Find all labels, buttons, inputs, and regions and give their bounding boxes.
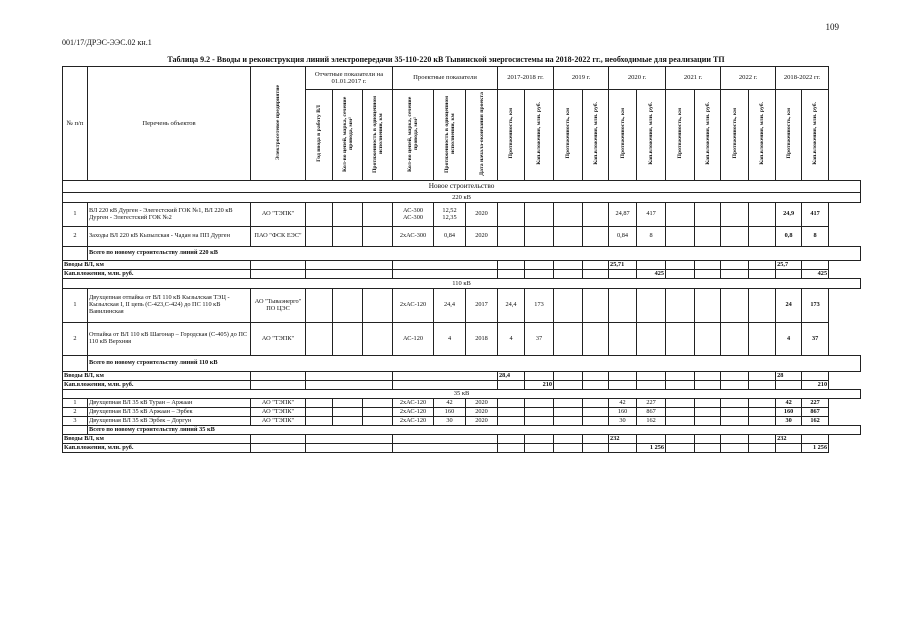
row-len-total: 4 [776, 323, 802, 356]
sub-mark: Кол-во цепей, марка, сечение провода, мм² [333, 90, 363, 181]
inputs-label: Вводы ВЛ, км [63, 435, 251, 444]
capex-label: Кап.вложения, млн. руб. [63, 381, 251, 390]
subsection-title: 35 кВ [63, 390, 861, 399]
capex-1718: 210 [525, 381, 554, 390]
inputs-total: 232 [776, 435, 802, 444]
sub-length-design: Протяженность в одноцепном исполнении, км [434, 90, 466, 181]
row-cap-total: 417 [802, 203, 829, 227]
row-cap-total: 867 [802, 408, 829, 417]
row-name: Заходы ВЛ 220 кВ Кызылская - Чадан на ПП Дурген [88, 227, 251, 247]
sub-cap-2020: Кап.вложения, млн. руб. [637, 90, 666, 181]
row-mark: АС-300 АС-300 [393, 203, 434, 227]
sub-len-2022: Протяженность, км [721, 90, 749, 181]
row-date: 2020 [466, 227, 498, 247]
row-name: Отпайка от ВЛ 110 кВ Шагонар – Городская (С-405) до ПС 110 кВ Верхняя [88, 323, 251, 356]
capex-total: 425 [802, 270, 829, 279]
row-len-total: 160 [776, 408, 802, 417]
row-mark: 2хАС-120 [393, 408, 434, 417]
sub-cap-1718: Кап.вложения, млн. руб. [525, 90, 554, 181]
row-len-1718: 4 [498, 323, 525, 356]
capex-row [63, 270, 861, 279]
row-len-2020: 30 [609, 417, 637, 426]
row-cap-2020: 8 [637, 227, 666, 247]
row-cap-1718: 173 [525, 289, 554, 323]
capex-2020: 1 256 [637, 444, 666, 453]
header-2022: 2022 г. [721, 67, 776, 90]
row-num: 2 [63, 323, 88, 356]
sub-date: Дата начала-окончания проекта [466, 90, 498, 181]
total-label: Всего по новому строительству линий 110 кВ [88, 356, 861, 372]
total-row [63, 426, 861, 435]
row-length: 12,52 12,35 [434, 203, 466, 227]
header-design: Проектные показатели [393, 67, 498, 90]
capex-label: Кап.вложения, млн. руб. [63, 444, 251, 453]
table-row [63, 323, 861, 356]
row-mark: АС-120 [393, 323, 434, 356]
row-num: 1 [63, 289, 88, 323]
row-enterprise: АО "Тываэнерго" ПО ЦЭС [251, 289, 306, 323]
section-title: Новое строительство [63, 181, 861, 193]
table-row [63, 203, 861, 227]
subsection-110 [63, 279, 861, 289]
row-enterprise: АО "ТЭПК" [251, 417, 306, 426]
sub-mark-design: Кол-во цепей, марка, сечение провода, мм² [393, 90, 434, 181]
subsection-title: 110 кВ [63, 279, 861, 289]
row-len-total: 24,9 [776, 203, 802, 227]
total-label: Всего по новому строительству линий 35 кВ [88, 426, 861, 435]
header-2020: 2020 г. [609, 67, 666, 90]
row-len-total: 30 [776, 417, 802, 426]
inputs-label: Вводы ВЛ, км [63, 372, 251, 381]
row-name: Двухцепная ВЛ 35 кВ Аржаан – Эрбек [88, 408, 251, 417]
header-object-list: Перечень объектов [88, 67, 251, 181]
row-length: 160 [434, 408, 466, 417]
row-cap-total: 173 [802, 289, 829, 323]
row-date: 2017 [466, 289, 498, 323]
row-length: 4 [434, 323, 466, 356]
row-len-2020: 0,84 [609, 227, 637, 247]
sub-cap-2019: Кап.вложения, млн. руб. [583, 90, 609, 181]
row-date: 2020 [466, 408, 498, 417]
row-cap-2020: 417 [637, 203, 666, 227]
inputs-2020: 232 [609, 435, 637, 444]
row-date: 2018 [466, 323, 498, 356]
capex-row [63, 444, 861, 453]
row-num: 1 [63, 399, 88, 408]
row-len-total: 24 [776, 289, 802, 323]
header-2021: 2021 г. [666, 67, 721, 90]
subsection-title: 220 кВ [63, 193, 861, 203]
header-enterprise: Электросетевое предприятие [251, 67, 306, 181]
header-2018-2022: 2018-2022 гг. [776, 67, 829, 90]
row-name: ВЛ 220 кВ Дурген - Элегестский ГОК №1, ВЛ 220 кВ Дурген - Элегестский ГОК №2 [88, 203, 251, 227]
total-row [63, 247, 861, 261]
row-len-total: 42 [776, 399, 802, 408]
inputs-label: Вводы ВЛ, км [63, 261, 251, 270]
row-num: 2 [63, 227, 88, 247]
row-mark: 2хАС-120 [393, 289, 434, 323]
row-name: Двухцепная ВЛ 35 кВ Эрбек – Доргун [88, 417, 251, 426]
header-row-1 [63, 67, 861, 90]
capex-2020: 425 [637, 270, 666, 279]
row-len-1718: 24,4 [498, 289, 525, 323]
table-row [63, 417, 861, 426]
row-length: 24,4 [434, 289, 466, 323]
sub-cap-2022: Кап.вложения, млн. руб. [749, 90, 776, 181]
row-mark: 2хАС-300 [393, 227, 434, 247]
row-enterprise: АО "ТЭПК" [251, 399, 306, 408]
subsection-35 [63, 390, 861, 399]
sub-length: Протяженность в одноцепном исполнении, км [363, 90, 393, 181]
row-len-total: 0,8 [776, 227, 802, 247]
row-length: 30 [434, 417, 466, 426]
row-num: 1 [63, 203, 88, 227]
row-date: 2020 [466, 417, 498, 426]
inputs-total: 25,7 [776, 261, 802, 270]
row-cap-2020: 162 [637, 417, 666, 426]
row-enterprise: АО "ТЭПК" [251, 408, 306, 417]
capex-total: 210 [802, 381, 829, 390]
row-name: Двухцепная отпайка от ВЛ 110 кВ Кызылская ТЭЦ - Кызылская I, II цепь (С-423,С-424) до ПС 110 кВ Вавилинская [88, 289, 251, 323]
row-mark: 2хАС-120 [393, 399, 434, 408]
table-row [63, 408, 861, 417]
sub-len-2020: Протяженность, км [609, 90, 637, 181]
row-len-2020: 160 [609, 408, 637, 417]
header-num: № п/п [63, 67, 88, 181]
section-new-construction [63, 181, 861, 193]
investment-table [62, 66, 861, 453]
sub-year: Год ввода в работу ВЛ [306, 90, 333, 181]
row-enterprise: АО "ТЭПК" [251, 203, 306, 227]
row-length: 42 [434, 399, 466, 408]
document-code: 001/17/ДРЭС-ЭЭС.02 кн.1 [62, 38, 152, 47]
inputs-row [63, 261, 861, 270]
row-cap-total: 8 [802, 227, 829, 247]
sub-len-2021: Протяженность, км [666, 90, 695, 181]
header-2019: 2019 г. [554, 67, 609, 90]
sub-len-1718: Протяженность, км [498, 90, 525, 181]
row-num: 2 [63, 408, 88, 417]
row-cap-total: 162 [802, 417, 829, 426]
inputs-1718: 28,4 [498, 372, 525, 381]
capex-total: 1 256 [802, 444, 829, 453]
row-length: 0,84 [434, 227, 466, 247]
capex-row [63, 381, 861, 390]
inputs-total: 28 [776, 372, 802, 381]
subsection-220 [63, 193, 861, 203]
inputs-row [63, 372, 861, 381]
inputs-2020: 25,71 [609, 261, 637, 270]
row-name: Двухцепная ВЛ 35 кВ Туран – Аржаан [88, 399, 251, 408]
capex-label: Кап.вложения, млн. руб. [63, 270, 251, 279]
row-cap-2020: 227 [637, 399, 666, 408]
sub-cap-2021: Кап.вложения, млн. руб. [695, 90, 721, 181]
sub-cap-total: Кап.вложения, млн. руб. [802, 90, 829, 181]
total-row [63, 356, 861, 372]
table-title: Таблица 9.2 - Вводы и реконструкция линий электропередачи 35-110-220 кВ Тывинской энергосистемы на 2018-2022 гг., необходимые для реализации ТП [167, 55, 725, 64]
row-len-2020: 24,87 [609, 203, 637, 227]
row-len-2020: 42 [609, 399, 637, 408]
row-date: 2020 [466, 399, 498, 408]
row-enterprise: АО "ТЭПК" [251, 323, 306, 356]
row-cap-total: 37 [802, 323, 829, 356]
row-cap-total: 227 [802, 399, 829, 408]
row-cap-2020: 867 [637, 408, 666, 417]
table-row [63, 227, 861, 247]
row-date: 2020 [466, 203, 498, 227]
sub-len-total: Протяженность, км [776, 90, 802, 181]
row-num: 3 [63, 417, 88, 426]
header-reported: Отчетные показатели на 01.01.2017 г. [306, 67, 393, 90]
total-label: Всего по новому строительству линий 220 кВ [88, 247, 861, 261]
inputs-row [63, 435, 861, 444]
table-row [63, 289, 861, 323]
table-row [63, 399, 861, 408]
sub-len-2019: Протяженность, км [554, 90, 583, 181]
row-mark: 2хАС-120 [393, 417, 434, 426]
row-cap-1718: 37 [525, 323, 554, 356]
header-2017-2018: 2017-2018 гг. [498, 67, 554, 90]
page-number: 109 [825, 22, 839, 32]
row-enterprise: ПАО "ФСК ЕЭС" [251, 227, 306, 247]
